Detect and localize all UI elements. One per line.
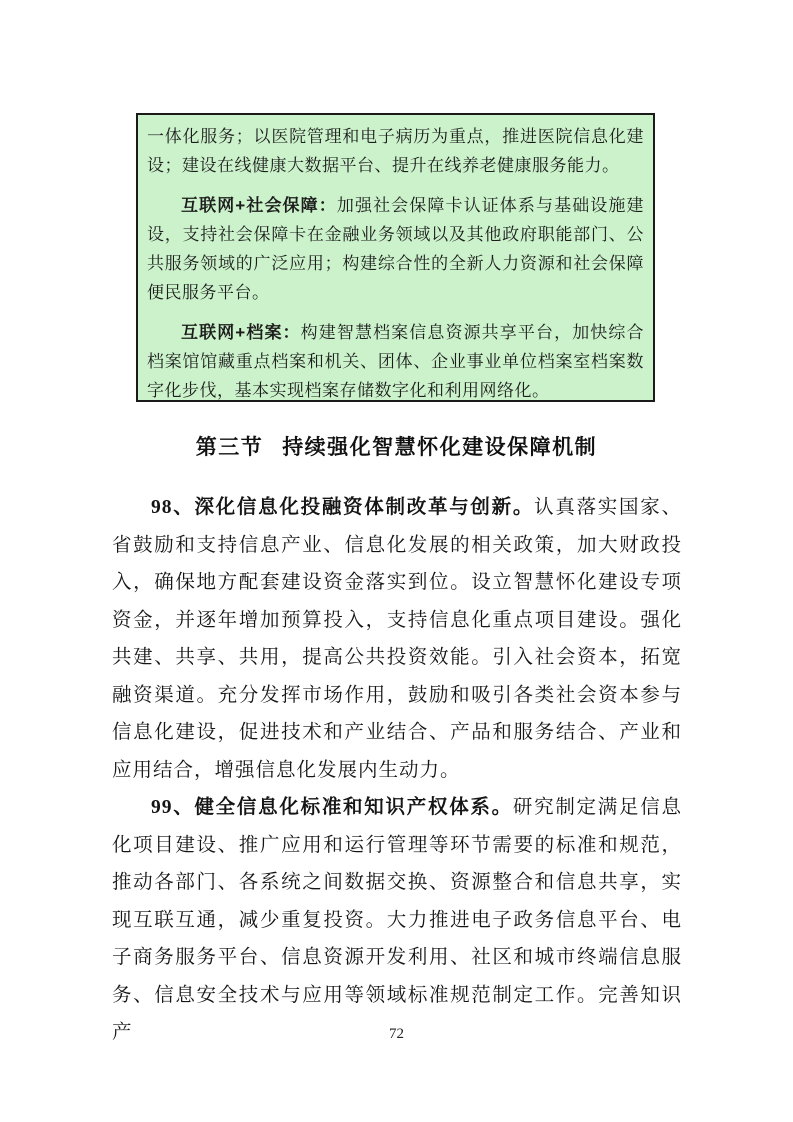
callout-paragraph-social-security bbox=[147, 191, 644, 307]
body-paragraph-99 bbox=[112, 789, 682, 1052]
page-number: 72 bbox=[389, 1026, 404, 1042]
body-paragraph-98 bbox=[112, 489, 682, 789]
callout-paragraph-lead: 互联网+档案： bbox=[181, 323, 301, 342]
callout-paragraph-text: 加强社会保障卡认证体系与基础设施建设，支持社会保障卡在金融业务领域以及其他政府职能部门、公共服务领域的广泛应用；构建综合性的全新人力资源和社会保障便民服务平台。 bbox=[147, 196, 644, 302]
callout-paragraph-text: 构建智慧档案信息资源共享平台，加快综合档案馆馆藏重点档案和机关、团体、企业事业单位档案室档案数字化步伐，基本实现档案存储数字化和利用网络化。 bbox=[147, 323, 645, 400]
paragraph-lead: 99、健全信息化标准和知识产权体系。 bbox=[151, 797, 513, 818]
callout-paragraph-lead: 互联网+社会保障： bbox=[181, 196, 337, 215]
callout-paragraph-continuation bbox=[147, 122, 644, 180]
section-heading bbox=[0, 431, 793, 461]
section-title: 持续强化智慧怀化建设保障机制 bbox=[282, 435, 598, 459]
callout-box bbox=[136, 113, 655, 402]
callout-paragraph-archives bbox=[147, 318, 644, 405]
callout-paragraph-text: 一体化服务；以医院管理和电子病历为重点，推进医院信息化建设；建设在线健康大数据平台、提升在线养老健康服务能力。 bbox=[147, 127, 644, 175]
section-number: 第三节 bbox=[195, 435, 264, 459]
body-content bbox=[112, 489, 682, 1052]
paragraph-text: 研究制定满足信息化项目建设、推广应用和运行管理等环节需要的标准和规范，推动各部门、各系统之间数据交换、资源整合和信息共享，实现互联互通，减少重复投资。大力推进电子政务信息平台、电子商务服务平台、信息资源开发利用、社区和城市终端信息服务、信息安全技术与应用等领域标准规范制定工作。完善知识产 bbox=[112, 797, 682, 1043]
paragraph-text: 认真落实国家、省鼓励和支持信息产业、信息化发展的相关政策，加大财政投入，确保地方配套建设资金落实到位。设立智慧怀化建设专项资金，并逐年增加预算投入，支持信息化重点项目建设。强化共建、共享、共用，提高公共投资效能。引入社会资本，拓宽融资渠道。充分发挥市场作用，鼓励和吸引各类社会资本参与信息化建设，促进技术和产业结合、产品和服务结合、产业和应用结合，增强信息化发展内生动力。 bbox=[112, 497, 682, 781]
paragraph-lead: 98、深化信息化投融资体制改革与创新。 bbox=[151, 497, 535, 518]
